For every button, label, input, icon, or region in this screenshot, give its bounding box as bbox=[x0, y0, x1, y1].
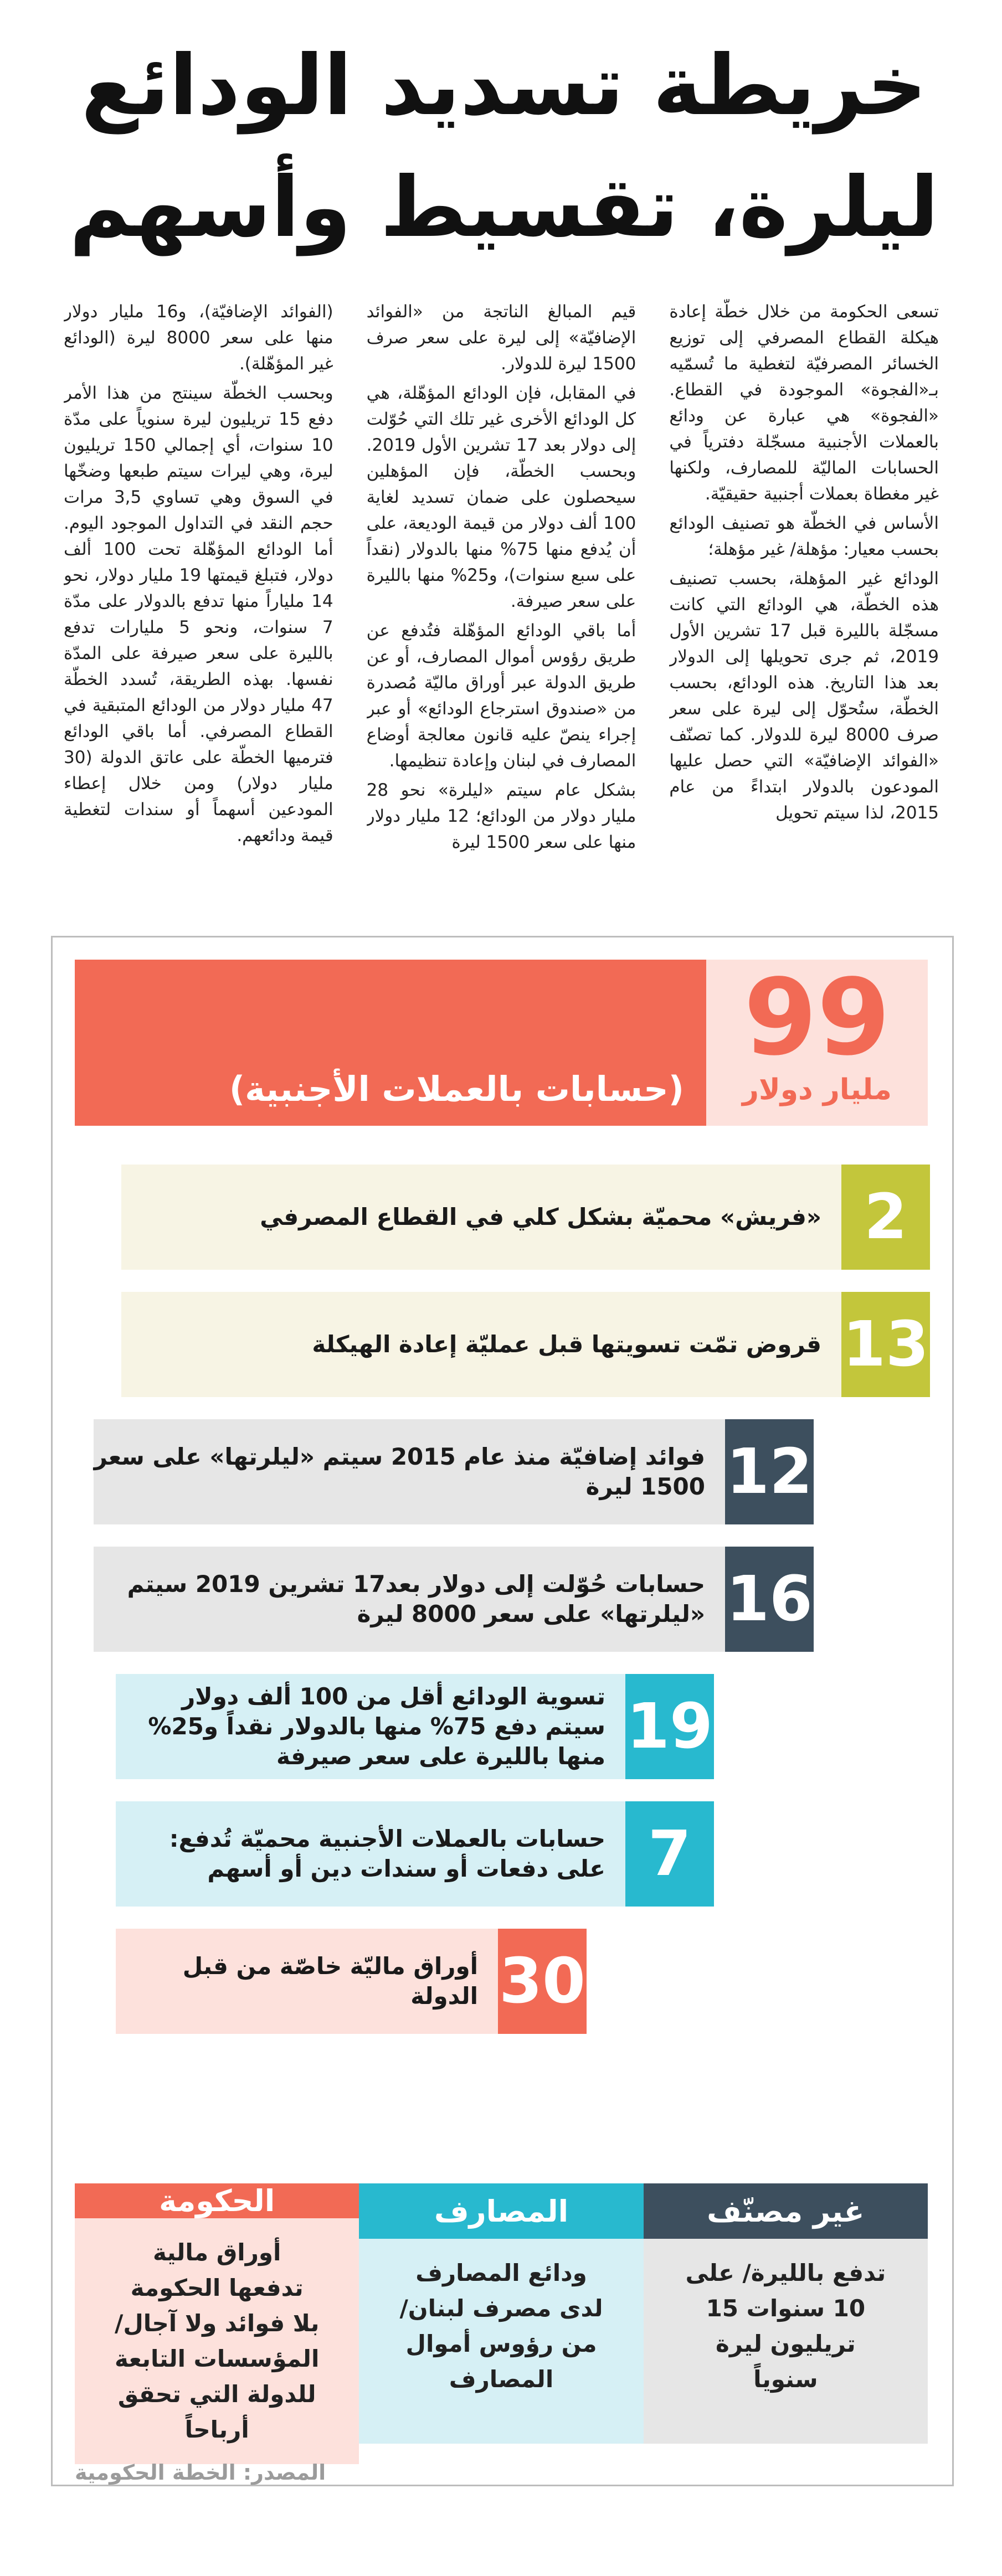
paragraph: أما باقي الودائع المؤهّلة فتُدفع عن طريق رؤوس أموال المصارف، أو عن طريق الدولة عبر أوراق ماليّة مُصدرة من «صندوق استرجاع الودائع» أو عبر إجراء ينصّ عليه قانون معالجة أوضاع المصارف في لبنان وإعادة تنظيمها. bbox=[366, 621, 636, 771]
total-unit: مليار دولار bbox=[742, 1073, 892, 1106]
breakdown-value: 12 bbox=[725, 1419, 814, 1524]
article-column-1 bbox=[669, 299, 939, 903]
payer-header: غير مصنّف bbox=[644, 2183, 928, 2239]
breakdown-row bbox=[94, 1547, 814, 1652]
source-note: المصدر: الخطة الحكومية bbox=[75, 2460, 326, 2485]
breakdown-row bbox=[116, 1801, 714, 1907]
breakdown-row bbox=[116, 1929, 587, 2034]
total-banner bbox=[75, 956, 928, 1126]
breakdown-row bbox=[94, 1419, 814, 1524]
breakdown-value: 13 bbox=[841, 1292, 930, 1397]
payer-column-unclassified bbox=[644, 2183, 928, 2444]
payer-column-banks bbox=[359, 2183, 643, 2444]
breakdown-row bbox=[116, 1674, 714, 1779]
paragraph: الأساس في الخطّة هو تصنيف الودائع بحسب معيار: مؤهلة/ غير مؤهلة؛ bbox=[669, 513, 939, 559]
breakdown-text: أوراق ماليّة خاصّة من قبل الدولة bbox=[116, 1929, 498, 2034]
breakdown-row bbox=[121, 1292, 930, 1397]
article-column-2 bbox=[367, 299, 636, 903]
paragraph: (الفوائد الإضافيّة)، و16 مليار دولار منها على سعر 8000 ليرة (الودائع غير المؤهّلة). bbox=[63, 302, 333, 374]
breakdown-value: 7 bbox=[625, 1801, 714, 1907]
headline bbox=[50, 33, 958, 260]
total-label: (حسابات بالعملات الأجنبية) bbox=[229, 1069, 684, 1109]
paragraph: تسعى الحكومة من خلال خطّة إعادة هيكلة القطاع المصرفي إلى توزيع الخسائر المصرفيّة لتغطية ما تُسمّيه بـ«الفجوة» الموجودة في القطاع. «الفجوة» هي عبارة عن ودائع بالعملات الأجنبية مسجّلة دفترياً في الحسابات الماليّة للمصارف، ولكنها غير مغطاة بعملات أجنبية حقيقيّة. bbox=[669, 302, 939, 504]
total-value-panel bbox=[706, 956, 928, 1126]
breakdown-text: قروض تمّت تسويتها قبل عمليّة إعادة الهيكلة bbox=[121, 1292, 841, 1397]
breakdown-text: حسابات بالعملات الأجنبية محميّة تُدفع: على دفعات أو سندات دين أو أسهم bbox=[116, 1801, 625, 1907]
paragraph: الودائع غير المؤهلة، بحسب تصنيف هذه الخطّة، هي الودائع التي كانت مسجّلة بالليرة قبل 17 تشرين الأول 2019، ثم جرى تحويلها إلى الدولار بعد هذا التاريخ. هذه الودائع، بحسب الخطّة، ستُحوّل إلى ليرة على سعر صرف 8000 ليرة للدولار. كما تصنّف «الفوائد الإضافيّة» التي حصل عليها المودعون بالدولار ابتداءً من عام 2015، لذا سيتم تحويل bbox=[669, 569, 939, 823]
payer-body: تدفع بالليرة/ على 10 سنوات 15 تريليون ليرة سنوياً bbox=[644, 2239, 928, 2444]
breakdown-value: 30 bbox=[498, 1929, 587, 2034]
article-columns bbox=[64, 299, 939, 903]
breakdown-value: 2 bbox=[841, 1165, 930, 1270]
paragraph: بشكل عام سيتم «ليلرة» نحو 28 مليار دولار من الودائع؛ 12 مليار دولار منها على سعر 1500 ليرة bbox=[366, 780, 636, 852]
payer-body: أوراق مالية تدفعها الحكومة بلا فوائد ولا آجال/ المؤسسات التابعة للدولة التي تحقق أرباحاً bbox=[75, 2218, 359, 2464]
headline-line-1: خريطة تسديد الودائع bbox=[81, 38, 927, 134]
breakdown-text: تسوية الودائع أقل من 100 ألف دولار سيتم دفع 75% منها بالدولار نقداً و25% منها بالليرة على سعر صيرفة bbox=[116, 1674, 625, 1779]
breakdown-row bbox=[121, 1165, 930, 1270]
headline-line-2: ليلرة، تقسيط وأسهم bbox=[69, 159, 939, 256]
paragraph: في المقابل، فإن الودائع المؤهّلة، هي كل الودائع الأخرى غير تلك التي حُوّلت إلى دولار بعد 17 تشرين الأول 2019. وبحسب الخطّة، فإن المؤهلين سيحصلون على ضمان تسديد لغاية 100 ألف دولار من قيمة الوديعة، على أن يُدفع منها 75% منها بالدولار (نقداً على سبع سنوات)، و25% منها بالليرة على سعر صيرفة. bbox=[366, 383, 636, 611]
infographic-box bbox=[51, 936, 954, 2486]
paragraph: وبحسب الخطّة سينتج من هذا الأمر دفع 15 تريليون ليرة سنوياً على مدّة 10 سنوات، أي إجمالي 150 تريليون ليرة، وهي ليرات سيتم طبعها وضخّها في السوق وهي تساوي 3,5 مرات حجم النقد في التداول الموجود اليوم. أما الودائع المؤهّلة تحت 100 ألف دولار، فتبلغ قيمتها 19 مليار دولار، نحو 14 ملياراً منها تدفع بالدولار على مدّة 7 سنوات، ونحو 5 مليارات تدفع بالليرة على سعر صيرفة على المدّة نفسها. بهذه الطريقة، تُسدد الخطّة 47 مليار دولار من الودائع المتبقية في القطاع المصرفي. أما باقي الودائع فترميها الخطّة على عاتق الدولة (30 مليار دولار) ومن خلال إعطاء المودعين أسهماً أو سندات لتغطية قيمة ودائعهم. bbox=[63, 383, 333, 846]
payer-header: المصارف bbox=[359, 2183, 643, 2239]
paragraph: قيم المبالغ الناتجة من «الفوائد الإضافيّة» إلى ليرة على سعر صرف 1500 ليرة للدولار. bbox=[366, 302, 636, 374]
breakdown-text: فوائد إضافيّة منذ عام 2015 سيتم «ليلرتها» على سعر 1500 ليرة bbox=[94, 1419, 725, 1524]
breakdown-text: حسابات حُوّلت إلى دولار بعد17 تشرين 2019 سيتم «ليلرتها» على سعر 8000 ليرة bbox=[94, 1547, 725, 1652]
article-column-3 bbox=[64, 299, 333, 903]
breakdown-text: «فريش» محميّة بشكل كلي في القطاع المصرفي bbox=[121, 1165, 841, 1270]
payer-body: ودائع المصارف لدى مصرف لبنان/ من رؤوس أموال المصارف bbox=[359, 2239, 643, 2444]
total-label-panel bbox=[75, 960, 706, 1126]
breakdown-value: 19 bbox=[625, 1674, 714, 1779]
total-value: 99 bbox=[743, 956, 891, 1079]
breakdown-value: 16 bbox=[725, 1547, 814, 1652]
payers-table bbox=[75, 2183, 928, 2444]
payer-header: الحكومة bbox=[75, 2183, 359, 2218]
payer-column-government bbox=[75, 2183, 359, 2444]
